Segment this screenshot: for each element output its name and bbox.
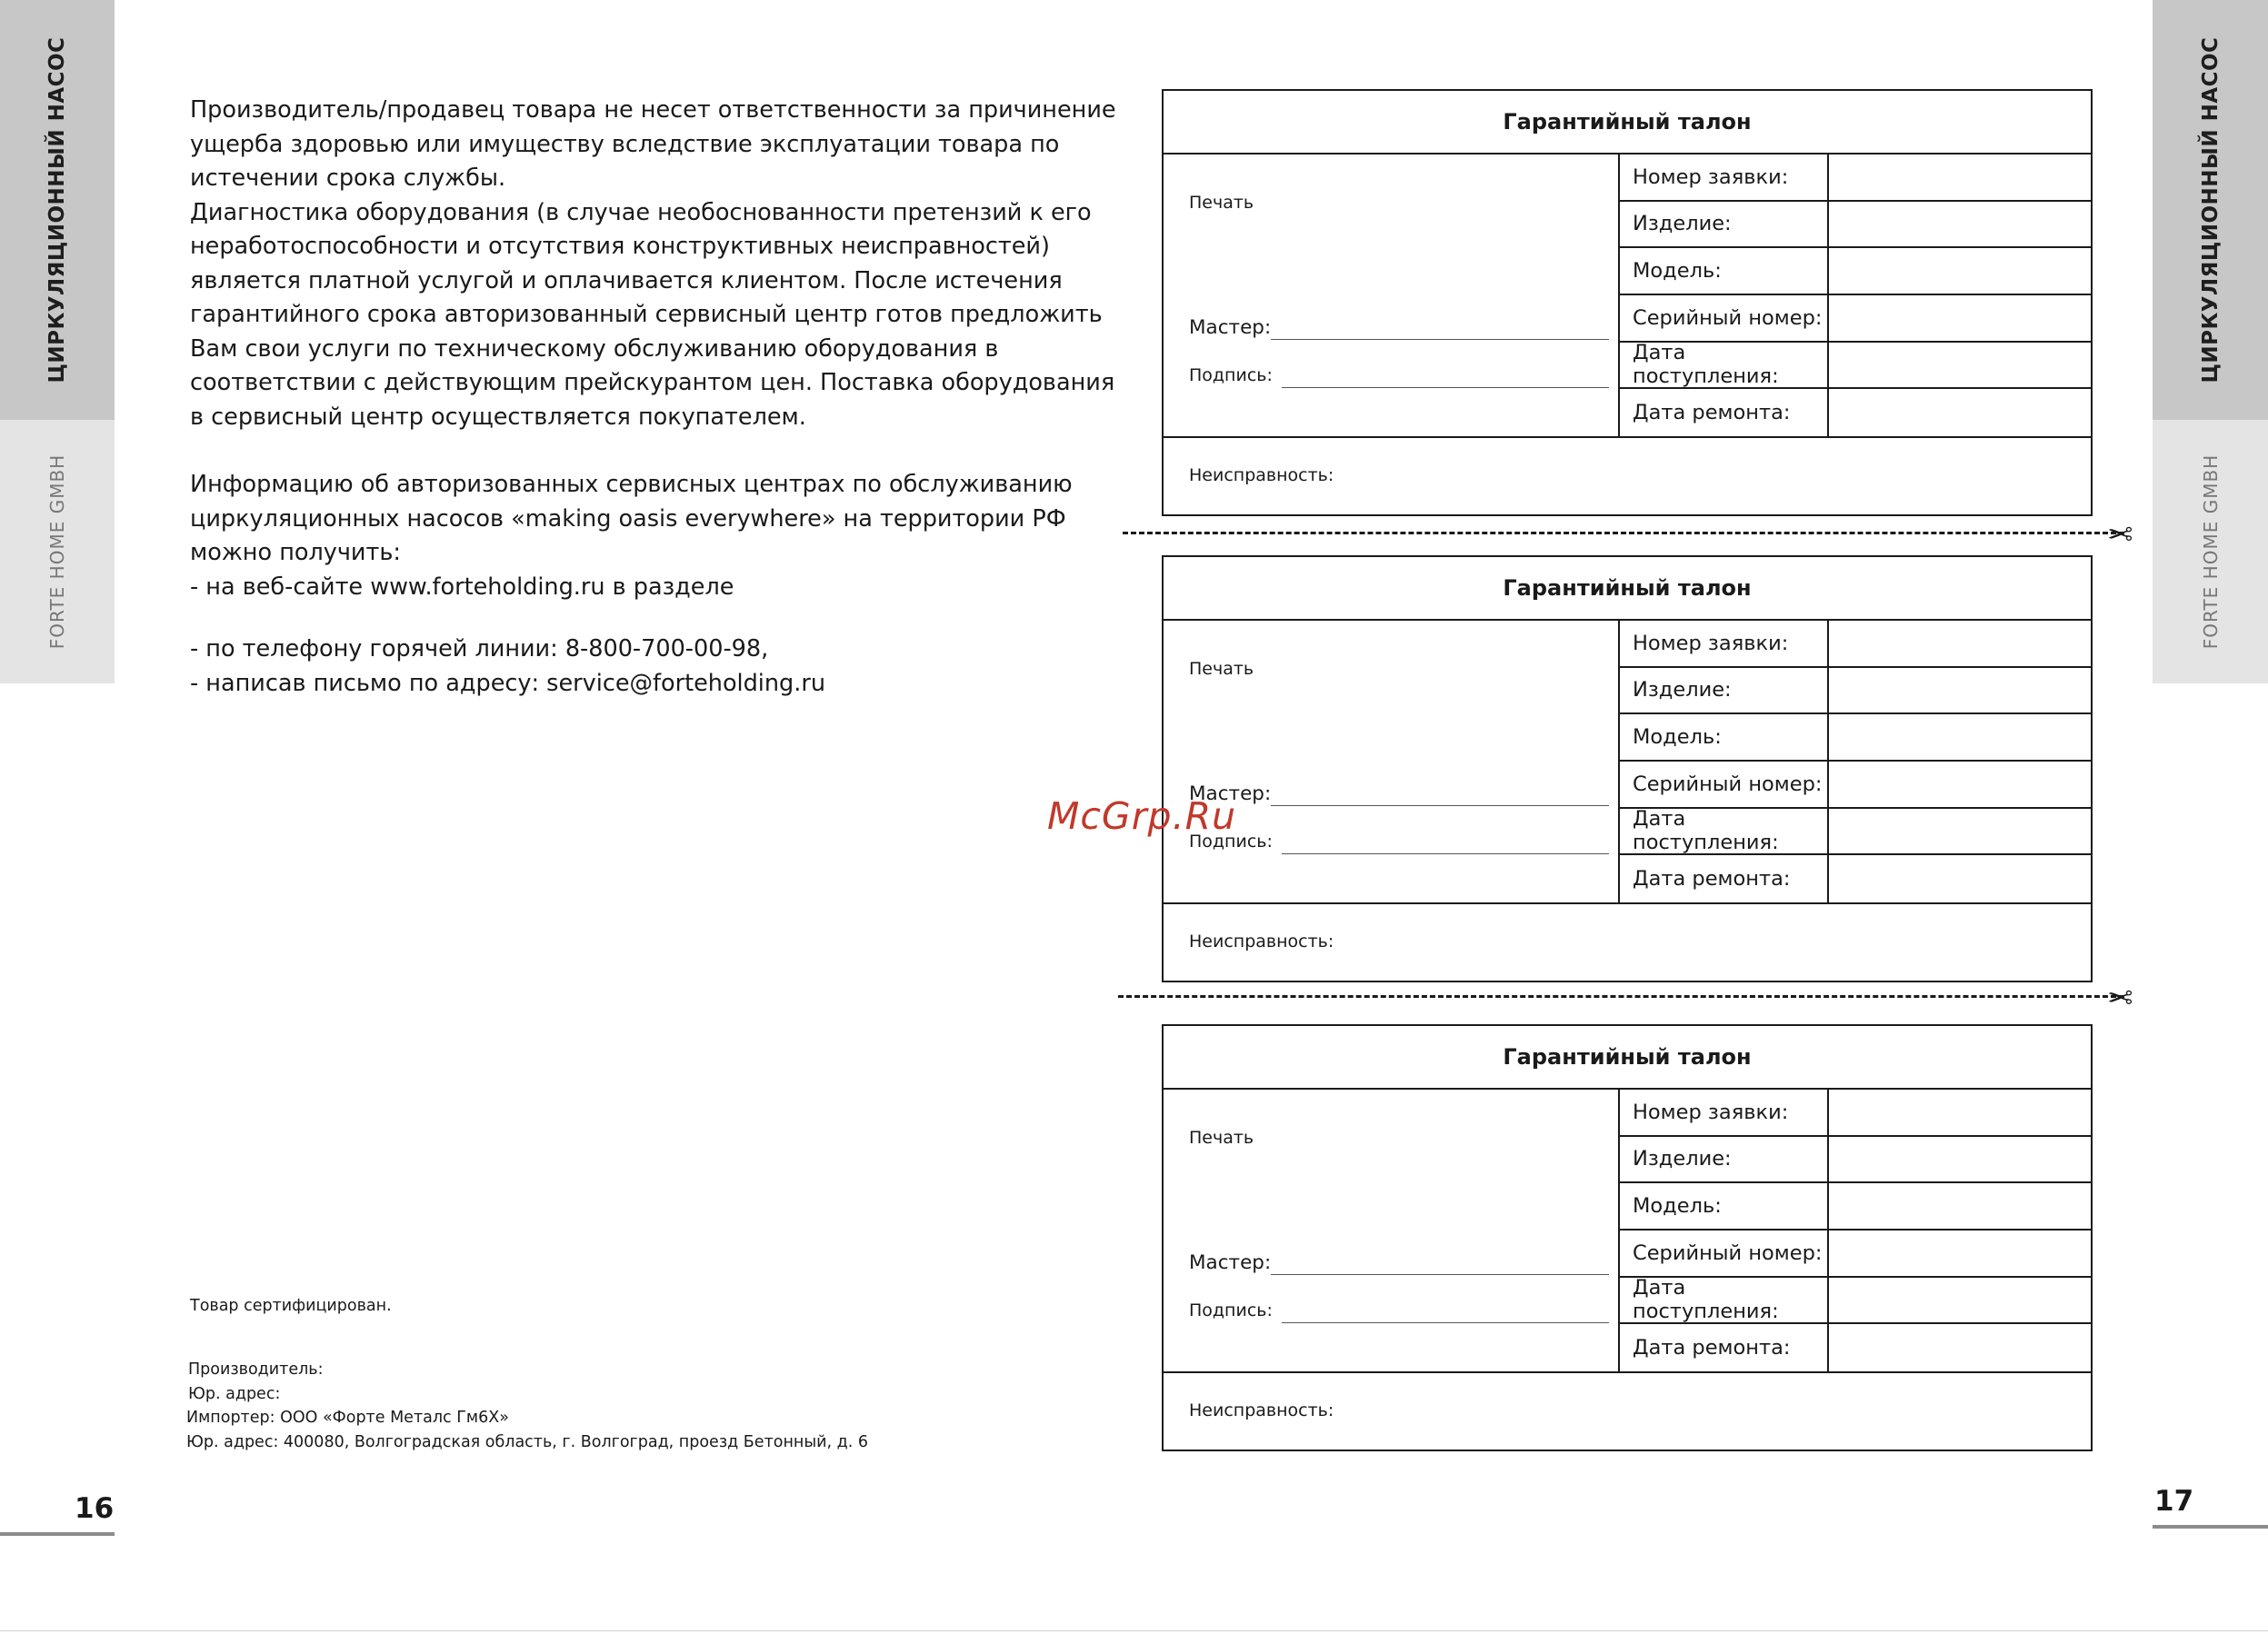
field-row-request [1620, 1090, 2093, 1137]
footer-line: Юр. адрес: [188, 1384, 281, 1403]
field-label: Серийный номер: [1620, 762, 1829, 807]
text-line: циркуляционных насосов «making oasis everywhere» на территории РФ [190, 504, 1066, 533]
cut-line-1 [1123, 532, 2124, 534]
text-line: Вам свои услуги по техническому обслуживанию оборудования в [190, 334, 999, 363]
scissors-icon: ✂ [2107, 978, 2133, 1014]
warranty-coupon-1 [1162, 89, 2093, 516]
fault-label: Неисправность: [1189, 465, 1334, 485]
fault-label: Неисправность: [1189, 932, 1334, 952]
field-row-received [1620, 1278, 2093, 1325]
coupon-fields [1618, 1090, 2093, 1371]
scissors-icon: ✂ [2107, 514, 2133, 551]
page-bottom-rule [0, 1630, 2268, 1631]
text-line: ущерба здоровью или имуществу вследствие эксплуатации товара по [190, 130, 1060, 158]
footer-line: Импортер: ООО «Форте Металс Гм6Х» [186, 1409, 509, 1427]
coupon-footer [1164, 438, 2091, 514]
page-number-right-bar [2153, 1525, 2268, 1529]
field-label: Номер заявки: [1620, 154, 1829, 200]
warranty-coupon-2 [1162, 555, 2093, 982]
master-field[interactable] [1271, 1274, 1609, 1275]
field-label: Дата поступления: [1620, 809, 1829, 854]
stamp-label: Печать [1189, 659, 1254, 679]
field-value[interactable] [1829, 1278, 2093, 1323]
field-label: Серийный номер: [1620, 1230, 1829, 1276]
footer-legal [188, 1358, 868, 1454]
field-row-received [1620, 343, 2093, 390]
field-label: Дата поступления: [1620, 343, 1829, 388]
coupon-title: Гарантийный талон [1164, 1026, 2091, 1090]
left-tab-brand [0, 420, 115, 683]
field-row-serial [1620, 295, 2093, 343]
text-line: - написав письмо по адресу: service@forteholding.ru [190, 669, 825, 697]
field-label: Изделие: [1620, 668, 1829, 713]
field-row-product [1620, 202, 2093, 249]
signature-label: Подпись: [1189, 365, 1273, 385]
footer-line: Производитель: [188, 1360, 324, 1379]
field-row-product [1620, 668, 2093, 715]
field-value[interactable] [1829, 1090, 2093, 1135]
paragraph-service-info [190, 468, 1154, 604]
coupon-body [1164, 154, 2091, 438]
cut-line-2 [1118, 995, 2124, 998]
field-value[interactable] [1829, 809, 2093, 854]
coupon-fields [1618, 621, 2093, 902]
field-label: Изделие: [1620, 1137, 1829, 1182]
page-number-left-bar [0, 1532, 115, 1536]
page-number-left: 16 [75, 1492, 115, 1525]
field-row-repair [1620, 1324, 2093, 1371]
coupon-title: Гарантийный талон [1164, 91, 2091, 154]
master-label: Мастер: [1189, 1251, 1272, 1274]
master-field[interactable] [1271, 339, 1609, 340]
master-label: Мастер: [1189, 782, 1272, 805]
field-row-serial [1620, 1230, 2093, 1278]
field-label: Номер заявки: [1620, 621, 1829, 666]
field-value[interactable] [1829, 762, 2093, 807]
page-number-right: 17 [2154, 1485, 2194, 1518]
fault-label: Неисправность: [1189, 1400, 1334, 1420]
text-line: Информацию об авторизованных сервисных центрах по обслуживанию [190, 471, 1073, 498]
text-line: можно получить: [190, 539, 401, 566]
signature-field[interactable] [1282, 1322, 1609, 1323]
field-value[interactable] [1829, 202, 2093, 247]
signature-label: Подпись: [1189, 1300, 1273, 1320]
signature-field[interactable] [1282, 853, 1609, 854]
field-row-request [1620, 621, 2093, 668]
text-line: Диагностика оборудования (в случае необоснованности претензий к его [190, 198, 1092, 226]
footer-line: Юр. адрес: 400080, Волгоградская область, г. Волгоград, проезд Бетонный, д. 6 [186, 1432, 869, 1451]
coupon-body [1164, 1090, 2091, 1373]
field-label: Модель: [1620, 714, 1829, 760]
right-tab-brand-text: FORTE HOME GMBH [2199, 453, 2222, 650]
master-label: Мастер: [1189, 316, 1272, 339]
right-tab-brand [2153, 420, 2268, 683]
text-line: неработоспособности и отсутствия конструктивных неисправностей) [190, 233, 1050, 260]
field-row-model [1620, 248, 2093, 295]
text-line: - на веб-сайте www.forteholding.ru в разделе [190, 573, 734, 601]
coupon-title: Гарантийный талон [1164, 557, 2091, 621]
field-label: Дата ремонта: [1620, 389, 1829, 436]
field-label: Дата поступления: [1620, 1278, 1829, 1323]
field-value[interactable] [1829, 855, 2093, 902]
field-value[interactable] [1829, 668, 2093, 713]
right-tab-title [2153, 0, 2268, 420]
field-row-model [1620, 1183, 2093, 1230]
field-label: Модель: [1620, 1183, 1829, 1229]
signature-field[interactable] [1282, 387, 1609, 388]
stamp-label: Печать [1189, 1128, 1254, 1148]
paragraph-disclaimer [190, 94, 1154, 434]
text-line: гарантийного срока авторизованный сервисный центр готов предложить [190, 301, 1103, 328]
field-value[interactable] [1829, 343, 2093, 388]
signature-label: Подпись: [1189, 832, 1273, 852]
field-value[interactable] [1829, 621, 2093, 666]
field-value[interactable] [1829, 1324, 2093, 1371]
field-value[interactable] [1829, 714, 2093, 760]
field-label: Номер заявки: [1620, 1090, 1829, 1135]
field-label: Модель: [1620, 248, 1829, 294]
field-row-model [1620, 714, 2093, 762]
field-value[interactable] [1829, 389, 2093, 436]
coupon-footer [1164, 904, 2091, 981]
field-value[interactable] [1829, 295, 2093, 341]
left-tab-title-text: ЦИРКУЛЯЦИОННЫЙ НАСОС [45, 36, 69, 384]
field-row-repair [1620, 389, 2093, 436]
text-line: истечении срока службы. [190, 164, 506, 192]
warranty-coupon-3 [1162, 1024, 2093, 1451]
master-field[interactable] [1271, 805, 1609, 806]
left-tab-brand-text: FORTE HOME GMBH [46, 453, 68, 650]
text-line: Производитель/продавец товара не несет ответственности за причинение [190, 96, 1116, 124]
field-value[interactable] [1829, 1230, 2093, 1276]
text-line: - по телефону горячей линии: 8-800-700-00-98, [190, 635, 769, 663]
paragraph-contacts [190, 633, 1154, 701]
field-label: Дата ремонта: [1620, 855, 1829, 902]
field-row-repair [1620, 855, 2093, 902]
field-row-serial [1620, 762, 2093, 809]
text-line: является платной услугой и оплачивается клиентом. После истечения [190, 266, 1063, 294]
field-value[interactable] [1829, 1137, 2093, 1182]
field-label: Дата ремонта: [1620, 1324, 1829, 1371]
field-value[interactable] [1829, 1183, 2093, 1229]
certified-note: Товар сертифицирован. [190, 1297, 392, 1315]
field-row-received [1620, 809, 2093, 856]
field-value[interactable] [1829, 154, 2093, 200]
field-row-product [1620, 1137, 2093, 1184]
coupon-body [1164, 621, 2091, 904]
stamp-label: Печать [1189, 193, 1254, 213]
coupon-fields [1618, 154, 2093, 436]
watermark: McGrp.Ru [1047, 794, 1237, 838]
coupon-footer [1164, 1373, 2091, 1450]
left-tab-title [0, 0, 115, 420]
text-line: соответствии с действующим прейскурантом цен. Поставка оборудования [190, 369, 1115, 396]
left-page-text [190, 94, 1154, 701]
right-tab-title-text: ЦИРКУЛЯЦИОННЫЙ НАСОС [2198, 36, 2223, 384]
text-line: в сервисный центр осуществляется покупателем. [190, 403, 806, 431]
field-label: Серийный номер: [1620, 295, 1829, 341]
field-label: Изделие: [1620, 202, 1829, 247]
field-row-request [1620, 154, 2093, 202]
field-value[interactable] [1829, 248, 2093, 294]
